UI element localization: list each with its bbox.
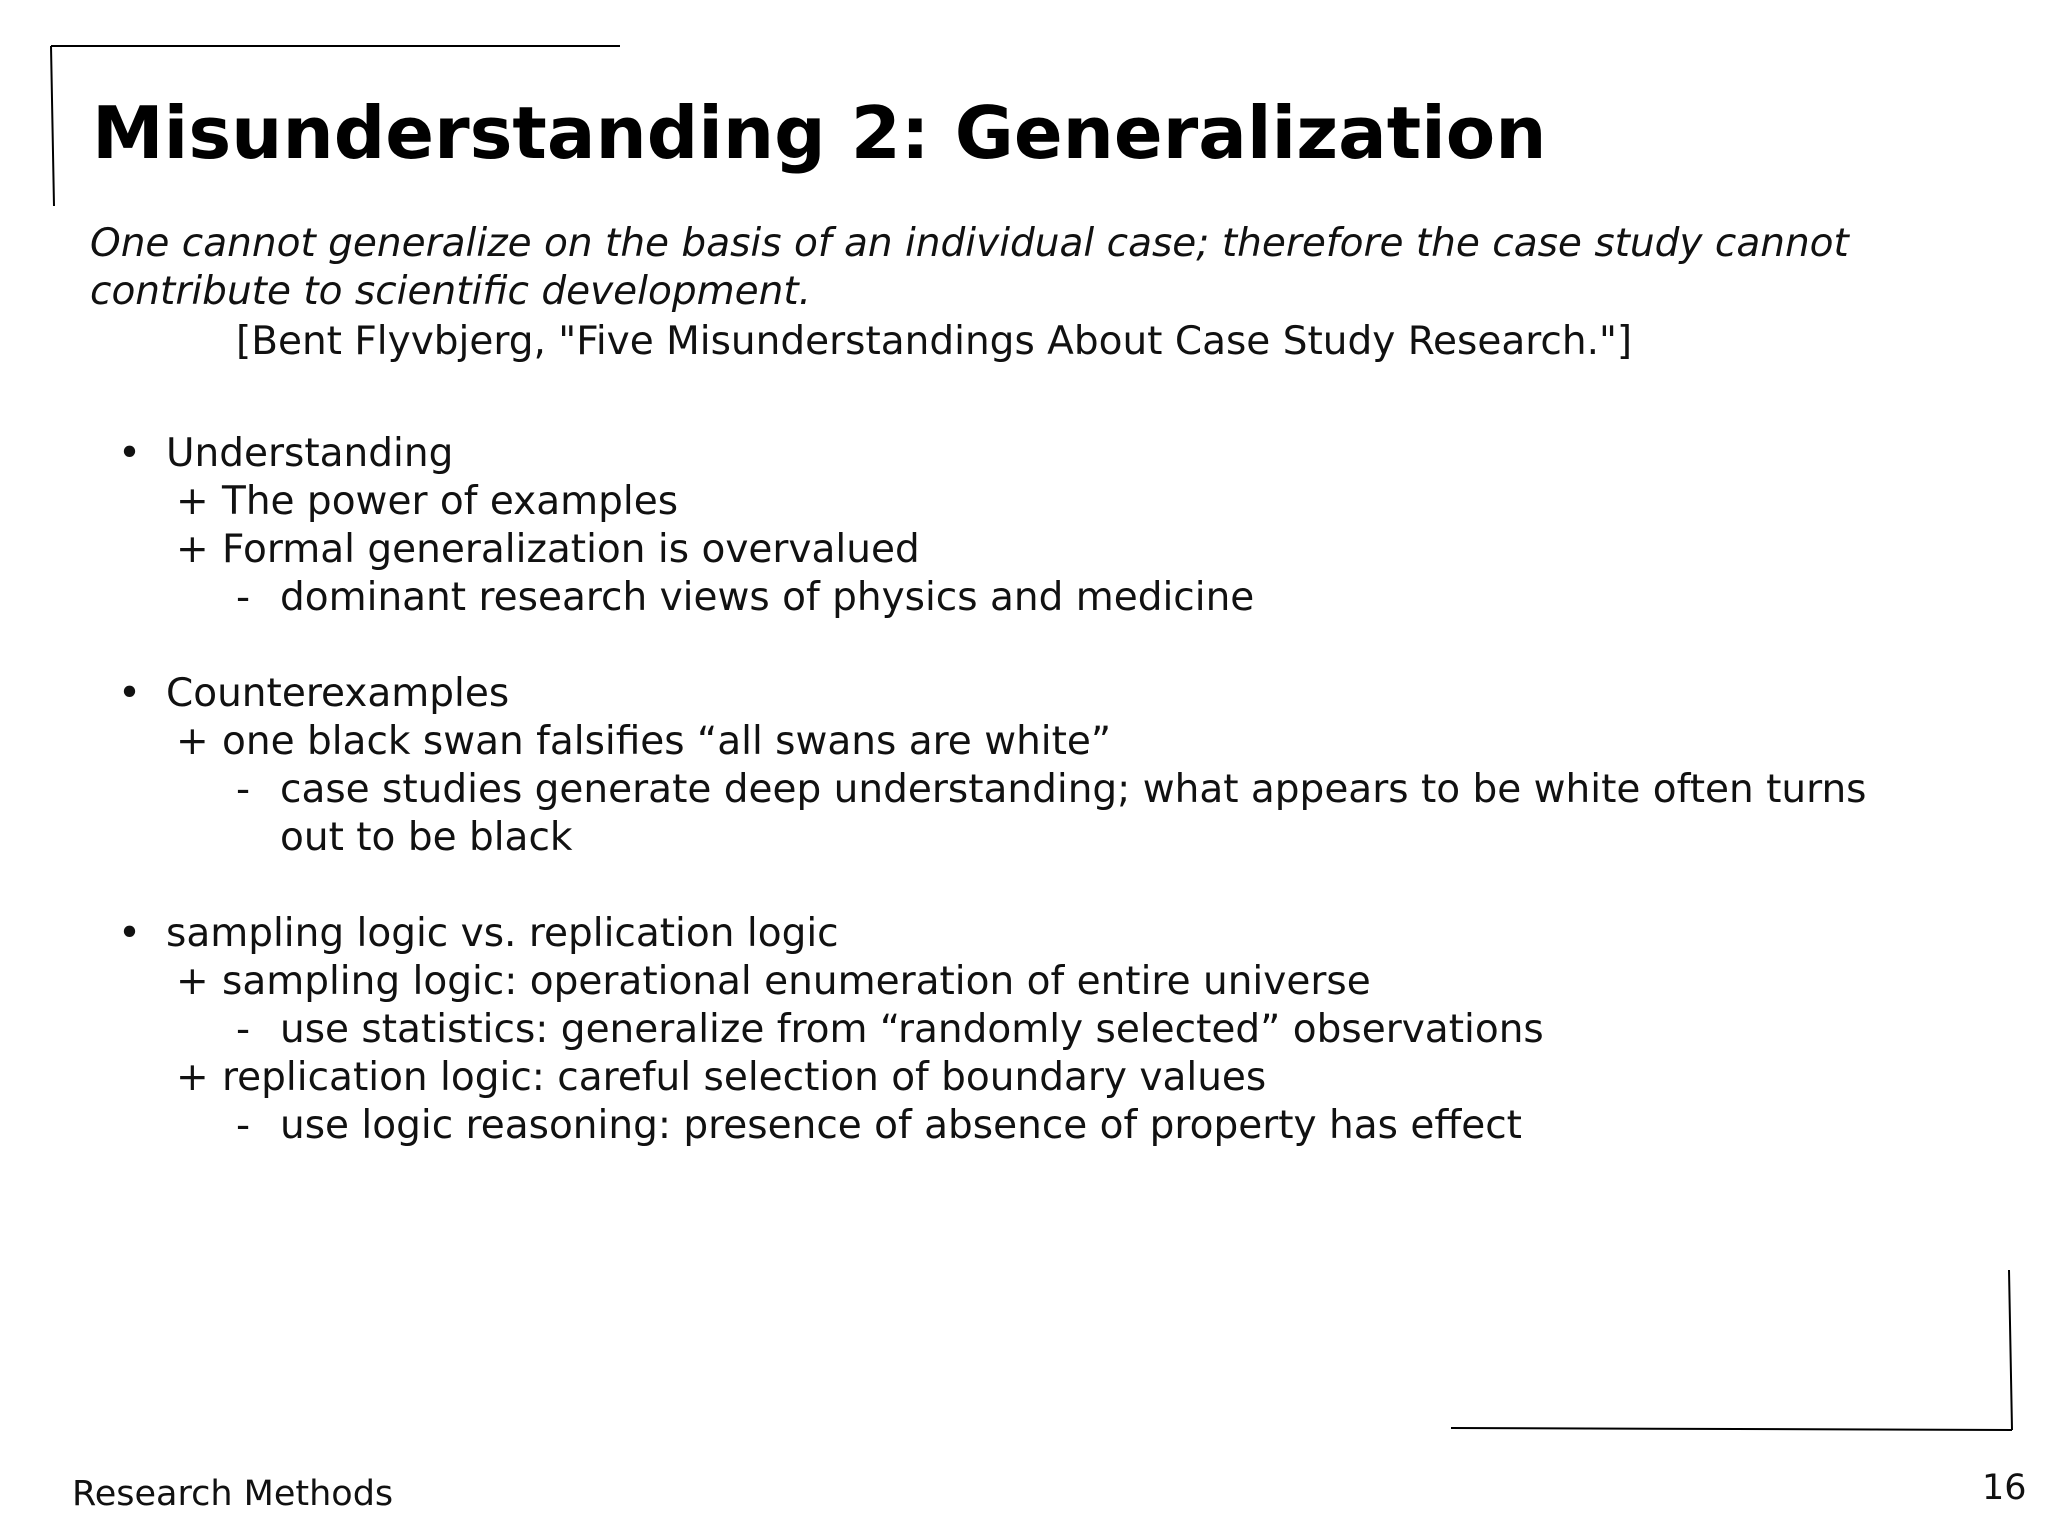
- sub-item: The power of examples: [222, 479, 679, 524]
- dash-marker: -: [236, 1007, 251, 1052]
- sub-sub-item: case studies generate deep understanding; what appears to be white often turns out to be black: [280, 767, 1867, 860]
- bullet-list: [0, 430, 2048, 1198]
- dash-marker: -: [236, 575, 251, 620]
- bullet-dot-icon: •: [118, 671, 142, 716]
- plus-marker: +: [176, 479, 209, 524]
- bottom-right-corner-bracket: [1400, 1230, 2048, 1450]
- bullet-dot-icon: •: [118, 911, 142, 956]
- sub-sub-item: dominant research views of physics and medicine: [280, 575, 1255, 620]
- sub-sub-item: use statistics: generalize from “randomly selected” observations: [280, 1007, 1544, 1052]
- bullet-heading: sampling logic vs. replication logic: [166, 911, 839, 956]
- sub-item: sampling logic: operational enumeration of entire universe: [222, 959, 1371, 1004]
- bullet-heading: Counterexamples: [166, 671, 510, 716]
- page-number: 16: [1982, 1468, 2027, 1508]
- bullet-group-sampling-vs-replication: [0, 910, 2048, 1150]
- bullet-dot-icon: •: [118, 431, 142, 476]
- footer-course-name: Research Methods: [72, 1474, 394, 1514]
- bullet-group-understanding: [0, 430, 2048, 622]
- dash-marker: -: [236, 767, 251, 812]
- quote-citation: [Bent Flyvbjerg, "Five Misunderstandings About Case Study Research."]: [236, 319, 1633, 364]
- slide-title: Misunderstanding 2: Generalization: [92, 91, 1547, 175]
- quote-text: One cannot generalize on the basis of an individual case; therefore the case study cannot contribute to scientific development.: [90, 221, 1849, 314]
- sub-sub-item: use logic reasoning: presence of absence of property has effect: [280, 1103, 1522, 1148]
- bullet-heading: Understanding: [166, 431, 454, 476]
- sub-item: Formal generalization is overvalued: [222, 527, 920, 572]
- sub-item: replication logic: careful selection of boundary values: [222, 1055, 1267, 1100]
- dash-marker: -: [236, 1103, 251, 1148]
- plus-marker: +: [176, 1055, 209, 1100]
- bullet-group-counterexamples: [0, 670, 2048, 862]
- plus-marker: +: [176, 527, 209, 572]
- sub-item: one black swan falsifies “all swans are white”: [222, 719, 1112, 764]
- plus-marker: +: [176, 719, 209, 764]
- plus-marker: +: [176, 959, 209, 1004]
